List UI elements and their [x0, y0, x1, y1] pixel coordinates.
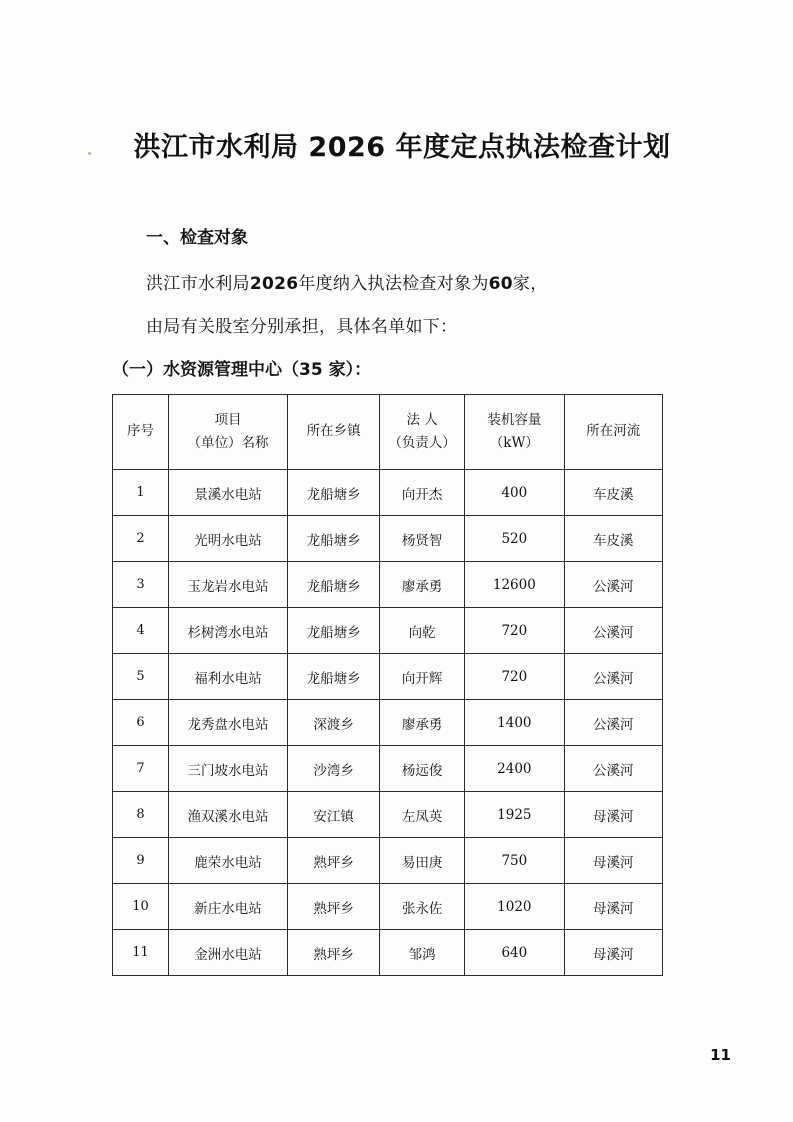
cell-legal-person: 左凤英: [380, 792, 465, 838]
cell-project-name: 杉树湾水电站: [168, 608, 287, 654]
cell-index: 8: [113, 792, 169, 838]
table-row: [113, 700, 663, 746]
cell-legal-person: 张永佐: [380, 884, 465, 930]
cell-township: 龙船塘乡: [288, 470, 380, 516]
cell-project-name: 新庄水电站: [168, 884, 287, 930]
paragraph-responsibility: 由局有关股室分别承担，具体名单如下：: [146, 316, 458, 337]
table-row: [113, 562, 663, 608]
cell-index: 4: [113, 608, 169, 654]
cell-township: 熟坪乡: [288, 930, 380, 976]
cell-project-name: 金洲水电站: [168, 930, 287, 976]
cell-capacity: 400: [465, 470, 564, 516]
cell-index: 2: [113, 516, 169, 562]
cell-project-name: 鹿荣水电站: [168, 838, 287, 884]
cell-river: 公溪河: [564, 700, 662, 746]
paragraph-year: 2026: [249, 274, 299, 295]
cell-township: 龙船塘乡: [288, 608, 380, 654]
cell-project-name: 渔双溪水电站: [168, 792, 287, 838]
column-header-river: 所在河流: [564, 395, 662, 470]
cell-township: 龙船塘乡: [288, 654, 380, 700]
table-row: [113, 654, 663, 700]
scan-speck: [88, 152, 91, 155]
cell-capacity: 1020: [465, 884, 564, 930]
column-header-capacity: 装机容量 （kW）: [465, 395, 564, 470]
table-row: [113, 838, 663, 884]
cell-capacity: 1400: [465, 700, 564, 746]
cell-legal-person: 廖承勇: [380, 562, 465, 608]
cell-index: 10: [113, 884, 169, 930]
cell-capacity: 720: [465, 608, 564, 654]
cell-capacity: 12600: [465, 562, 564, 608]
paragraph-text-1: 洪江市水利局: [146, 274, 250, 295]
cell-index: 1: [113, 470, 169, 516]
cell-river: 公溪河: [564, 654, 662, 700]
document-content: [112, 130, 692, 976]
cell-legal-person: 向开杰: [380, 470, 465, 516]
paragraph-text-3: 家，: [512, 274, 548, 295]
cell-index: 3: [113, 562, 169, 608]
page-number: 11: [710, 1046, 731, 1064]
cell-river: 公溪河: [564, 746, 662, 792]
cell-township: 深渡乡: [288, 700, 380, 746]
cell-river: 母溪河: [564, 792, 662, 838]
cell-project-name: 福利水电站: [168, 654, 287, 700]
cell-index: 7: [113, 746, 169, 792]
column-header-legal-person: 法 人 （负责人）: [380, 395, 465, 470]
paragraph-text-2: 年度纳入执法检查对象为: [298, 274, 489, 295]
cell-project-name: 玉龙岩水电站: [168, 562, 287, 608]
cell-capacity: 2400: [465, 746, 564, 792]
cell-capacity: 640: [465, 930, 564, 976]
table-row: [113, 930, 663, 976]
cell-township: 熟坪乡: [288, 884, 380, 930]
column-header-project-name: 项目 （单位）名称: [168, 395, 287, 470]
cell-capacity: 720: [465, 654, 564, 700]
cell-legal-person: 廖承勇: [380, 700, 465, 746]
table-row: [113, 516, 663, 562]
cell-township: 龙船塘乡: [288, 516, 380, 562]
paragraph-count: 60: [488, 274, 513, 295]
section-heading: 一、检查对象: [146, 228, 248, 249]
cell-capacity: 1925: [465, 792, 564, 838]
cell-legal-person: 向开辉: [380, 654, 465, 700]
table-body: [113, 470, 663, 976]
paragraph-inspection-count: [112, 266, 692, 303]
cell-river: 母溪河: [564, 930, 662, 976]
cell-river: 公溪河: [564, 608, 662, 654]
cell-township: 熟坪乡: [288, 838, 380, 884]
cell-river: 母溪河: [564, 884, 662, 930]
cell-river: 母溪河: [564, 838, 662, 884]
cell-township: 安江镇: [288, 792, 380, 838]
table-row: [113, 608, 663, 654]
cell-legal-person: 杨贤智: [380, 516, 465, 562]
cell-project-name: 三门坡水电站: [168, 746, 287, 792]
table-row: [113, 470, 663, 516]
table-row: [113, 884, 663, 930]
cell-river: 车皮溪: [564, 470, 662, 516]
table-row: [113, 746, 663, 792]
cell-index: 5: [113, 654, 169, 700]
table-header-row: [113, 395, 663, 470]
cell-township: 龙船塘乡: [288, 562, 380, 608]
table-header: [113, 395, 663, 470]
cell-legal-person: 邹鸿: [380, 930, 465, 976]
cell-index: 6: [113, 700, 169, 746]
cell-township: 沙湾乡: [288, 746, 380, 792]
column-header-township: 所在乡镇: [288, 395, 380, 470]
cell-river: 公溪河: [564, 562, 662, 608]
cell-index: 11: [113, 930, 169, 976]
inspection-plan-table: [112, 394, 663, 976]
cell-legal-person: 易田庚: [380, 838, 465, 884]
cell-legal-person: 向乾: [380, 608, 465, 654]
cell-project-name: 龙秀盘水电站: [168, 700, 287, 746]
table-row: [113, 792, 663, 838]
cell-river: 车皮溪: [564, 516, 662, 562]
cell-index: 9: [113, 838, 169, 884]
cell-capacity: 750: [465, 838, 564, 884]
subsection-heading: （一）水资源管理中心（35 家）：: [112, 360, 372, 381]
cell-project-name: 光明水电站: [168, 516, 287, 562]
page-title: 洪江市水利局 2026 年度定点执法检查计划: [133, 132, 671, 163]
cell-capacity: 520: [465, 516, 564, 562]
cell-legal-person: 杨远俊: [380, 746, 465, 792]
cell-project-name: 景溪水电站: [168, 470, 287, 516]
column-header-index: 序号: [113, 395, 169, 470]
